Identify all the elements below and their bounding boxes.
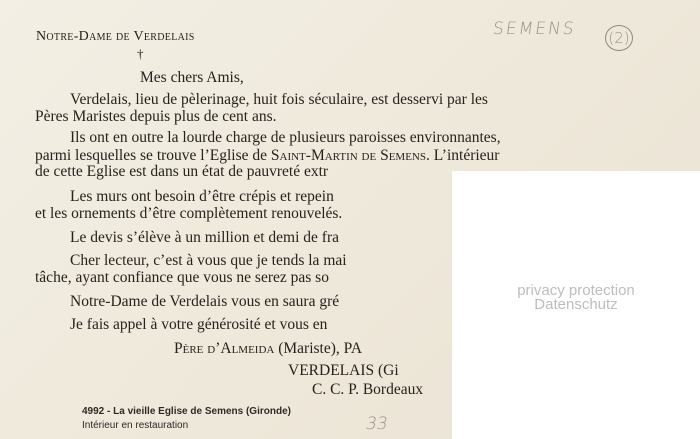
letter-line: de cette Eglise est dans un état de pauvreté extr xyxy=(35,163,329,180)
letter-greeting: Mes chers Amis, xyxy=(140,69,244,86)
privacy-mask-line: privacy protection xyxy=(517,282,635,299)
letter-line: Pères Maristes depuis plus de cent ans. xyxy=(35,108,277,125)
letter-line: Cher lecteur, c’est à vous que je tends la mai xyxy=(70,252,347,269)
letter-line: Le devis s’élève à un million et demi de fra xyxy=(70,229,340,246)
handwritten-circled-number: (2) xyxy=(605,25,633,51)
privacy-mask-line: Datenschutz xyxy=(534,296,618,313)
church-name: Saint-Martin de Semens xyxy=(270,147,426,164)
letter-text: . L’intérieur xyxy=(426,147,500,164)
letter-line: Notre-Dame de Verdelais vous en saura gré xyxy=(70,293,340,310)
handwritten-note-semens: SEMENS xyxy=(491,19,577,39)
signature-ccp: C. C. P. Bordeaux xyxy=(312,381,424,398)
signature-town: VERDELAIS (Gi xyxy=(288,362,399,379)
privacy-mask-text xyxy=(452,284,700,312)
letter-line: Les murs ont besoin d’être crépis et repein xyxy=(70,188,334,205)
letter-line: Ils ont en outre la lourde charge de plusieurs paroisses environnantes, xyxy=(70,129,501,146)
handwritten-number: 33 xyxy=(364,414,390,434)
signature-line xyxy=(174,340,362,358)
card-title: Notre-Dame de Verdelais xyxy=(36,29,195,44)
cross-symbol: † xyxy=(137,46,144,61)
letter-line: tâche, ayant confiance que vous ne serez pas so xyxy=(35,269,329,286)
signature-suffix: (Mariste), PA xyxy=(274,340,363,357)
letter-line: Je fais appel à votre générosité et vous en xyxy=(70,316,328,333)
caption-subtitle: Intérieur en restauration xyxy=(82,420,189,431)
signature-name: Almeida xyxy=(220,340,275,357)
caption-title: 4992 - La vieille Eglise de Semens (Gironde) xyxy=(82,406,291,417)
privacy-mask xyxy=(452,171,700,439)
letter-text: parmi lesquelles se trouve l’Eglise de xyxy=(35,147,271,164)
signature-prefix: Père d’ xyxy=(174,340,221,357)
letter-line: et les ornements d’être complètement renouvelés. xyxy=(35,205,343,222)
letter-line: Verdelais, lieu de pèlerinage, huit fois séculaire, est desservi par les xyxy=(70,91,488,108)
